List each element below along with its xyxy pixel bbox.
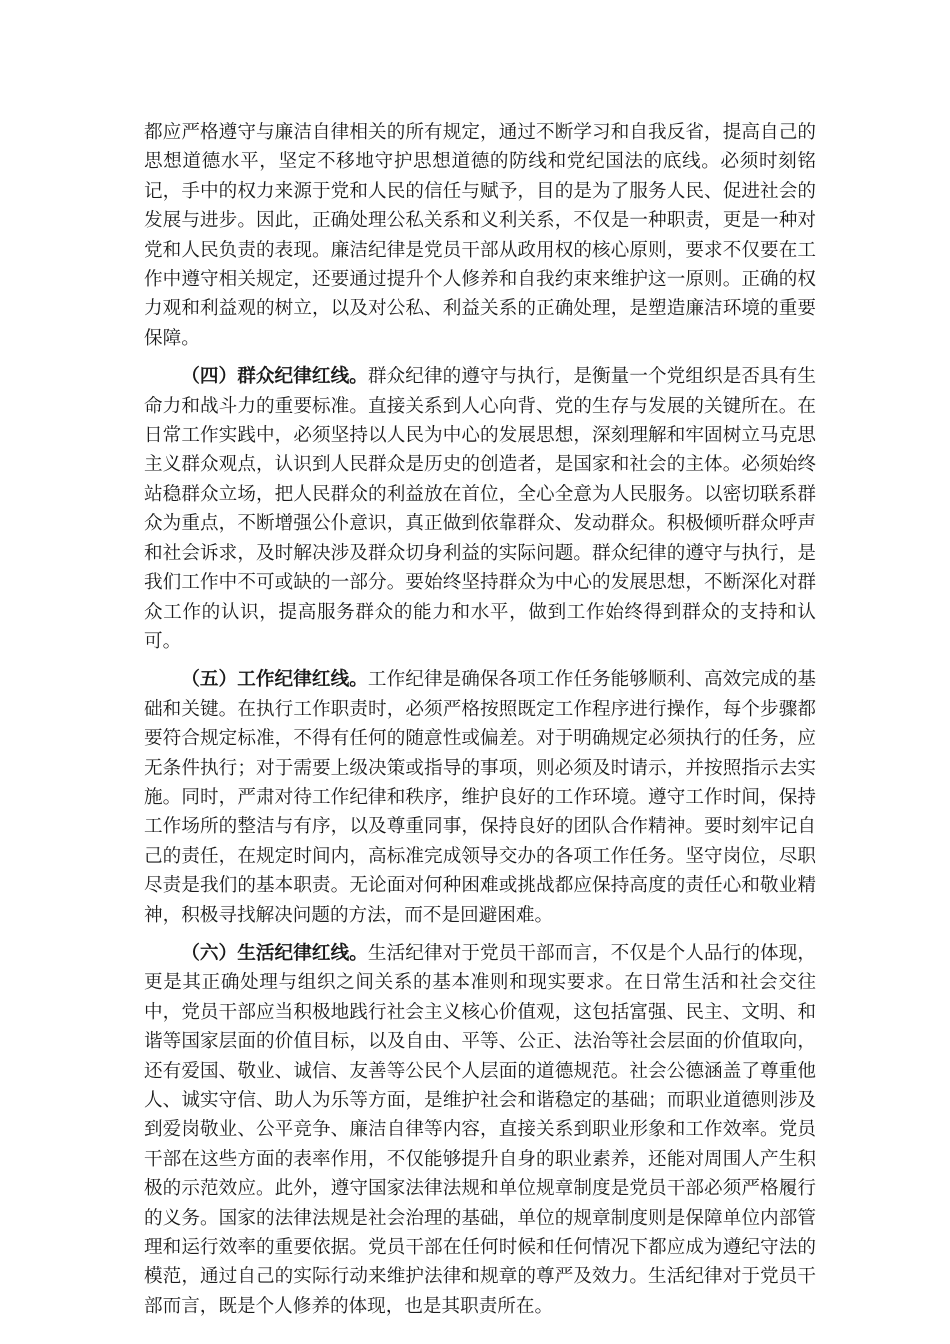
paragraph-life-discipline xyxy=(144,939,816,1321)
section-heading-work-discipline: （五）工作纪律红线。 xyxy=(181,669,368,691)
paragraph-mass-discipline xyxy=(144,362,816,656)
paragraph-integrity-continued xyxy=(144,118,816,353)
section-heading-life-discipline: （六）生活纪律红线。 xyxy=(181,942,368,964)
document-body xyxy=(144,118,816,1330)
paragraph-text: 生活纪律对于党员干部而言，不仅是个人品行的体现，更是其正确处理与组织之间关系的基本准则和现实要求。在日常生活和社会交往中，党员干部应当积极地践行社会主义核心价值观，这包括富强、民主、文明、和谐等国家层面的价值目标，以及自由、平等、公正、法治等社会层面的价值取向，还有爱国、敬业、诚信、友善等公民个人层面的道德规范。社会公德涵盖了尊重他人、诚实守信、助人为乐等方面，是维护社会和谐稳定的基础；而职业道德则涉及到爱岗敬业、公平竞争、廉洁自律等内容，直接关系到职业形象和工作效率。党员干部在这些方面的表率作用，不仅能够提升自身的职业素养，还能对周围人产生积极的示范效应。此外，遵守国家法律法规和单位规章制度是党员干部必须严格履行的义务。国家的法律法规是社会治理的基础，单位的规章制度则是保障单位内部管理和运行效率的重要依据。党员干部在任何时候和任何情况下都应成为遵纪守法的模范，通过自己的实际行动来维护法律和规章的尊严及效力。生活纪律对于党员干部而言，既是个人修养的体现，也是其职责所在。 xyxy=(144,942,816,1317)
section-heading-mass-discipline: （四）群众纪律红线。 xyxy=(181,366,368,388)
paragraph-text: 群众纪律的遵守与执行，是衡量一个党组织是否具有生命力和战斗力的重要标准。直接关系到人心向背、党的生存与发展的关键所在。在日常工作实践中，必须坚持以人民为中心的发展思想，深刻理解和牢固树立马克思主义群众观点，认识到人民群众是历史的创造者，是国家和社会的主体。必须始终站稳群众立场，把人民群众的利益放在首位，全心全意为人民服务。以密切联系群众为重点，不断增强公仆意识，真正做到依靠群众、发动群众。积极倾听群众呼声和社会诉求，及时解决涉及群众切身利益的实际问题。群众纪律的遵守与执行，是我们工作中不可或缺的一部分。要始终坚持群众为中心的发展思想，不断深化对群众工作的认识，提高服务群众的能力和水平，做到工作始终得到群众的支持和认可。 xyxy=(144,366,816,652)
paragraph-work-discipline xyxy=(144,665,816,930)
paragraph-text: 都应严格遵守与廉洁自律相关的所有规定，通过不断学习和自我反省，提高自己的思想道德水平，坚定不移地守护思想道德的防线和党纪国法的底线。必须时刻铭记，手中的权力来源于党和人民的信任与赋予，目的是为了服务人民、促进社会的发展与进步。因此，正确处理公私关系和义利关系，不仅是一种职责，更是一种对党和人民负责的表现。廉洁纪律是党员干部从政用权的核心原则，要求不仅要在工作中遵守相关规定，还要通过提升个人修养和自我约束来维护这一原则。正确的权力观和利益观的树立，以及对公私、利益关系的正确处理，是塑造廉洁环境的重要保障。 xyxy=(144,122,816,349)
paragraph-text: 工作纪律是确保各项工作任务能够顺利、高效完成的基础和关键。在执行工作职责时，必须严格按照既定工作程序进行操作，每个步骤都要符合规定标准，不得有任何的随意性或偏差。对于明确规定必须执行的任务，应无条件执行；对于需要上级决策或指导的事项，则必须及时请示，并按照指示去实施。同时，严肃对待工作纪律和秩序，维护良好的工作环境。遵守工作时间，保持工作场所的整洁与有序，以及尊重同事，保持良好的团队合作精神。要时刻牢记自己的责任，在规定时间内，高标准完成领导交办的各项工作任务。坚守岗位，尽职尽责是我们的基本职责。无论面对何种困难或挑战都应保持高度的责任心和敬业精神，积极寻找解决问题的方法，而不是回避困难。 xyxy=(144,669,816,926)
